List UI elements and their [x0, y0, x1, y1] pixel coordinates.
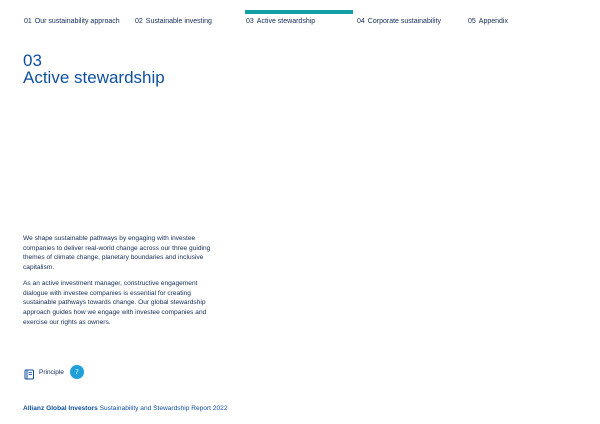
- nav-item-active-stewardship[interactable]: [246, 17, 315, 26]
- intro-paragraph: We shape sustainable pathways by engaging with investee companies to deliver real-world change across our three guiding themes of climate change, planetary boundaries and inclusive capitalism.: [23, 235, 211, 272]
- nav-item-label: Our sustainability approach: [34, 18, 120, 25]
- body-paragraph: As an active investment manager, constructive engagement dialogue with investee companies is essential for creating sustainable pathways towards change. Our global stewardship approach guides how we engage with investee companies and exercise our rights as owners.: [23, 280, 207, 326]
- nav-item-label: Corporate sustainability: [367, 18, 441, 25]
- nav-item-number: 04: [357, 18, 365, 25]
- nav-item-our-sustainability-approach[interactable]: [24, 17, 120, 26]
- nav-item-number: 02: [135, 18, 143, 25]
- footer-brand: Allianz Global Investors: [23, 405, 98, 412]
- principle-reference: [24, 364, 84, 380]
- active-chapter-indicator: [245, 10, 353, 14]
- footer: [23, 405, 228, 412]
- nav-item-number: 03: [246, 18, 254, 25]
- nav-item-number: 05: [468, 18, 476, 25]
- chapter-number: 03: [23, 51, 42, 70]
- book-icon: [24, 367, 35, 378]
- nav-item-label: Sustainable investing: [145, 18, 212, 25]
- principle-number-badge[interactable]: 7: [70, 365, 84, 379]
- chapter-navigation: [0, 0, 600, 30]
- nav-item-label: Appendix: [478, 18, 508, 25]
- footer-report-title: Sustainability and Stewardship Report 2022: [99, 405, 228, 412]
- chapter-title: Active stewardship: [23, 68, 165, 87]
- nav-item-label: Active stewardship: [256, 18, 316, 25]
- nav-item-appendix[interactable]: [468, 17, 508, 26]
- principle-label: Principle: [39, 368, 64, 376]
- nav-item-sustainable-investing[interactable]: [135, 17, 212, 26]
- nav-item-number: 01: [24, 18, 32, 25]
- nav-item-corporate-sustainability[interactable]: [357, 17, 441, 26]
